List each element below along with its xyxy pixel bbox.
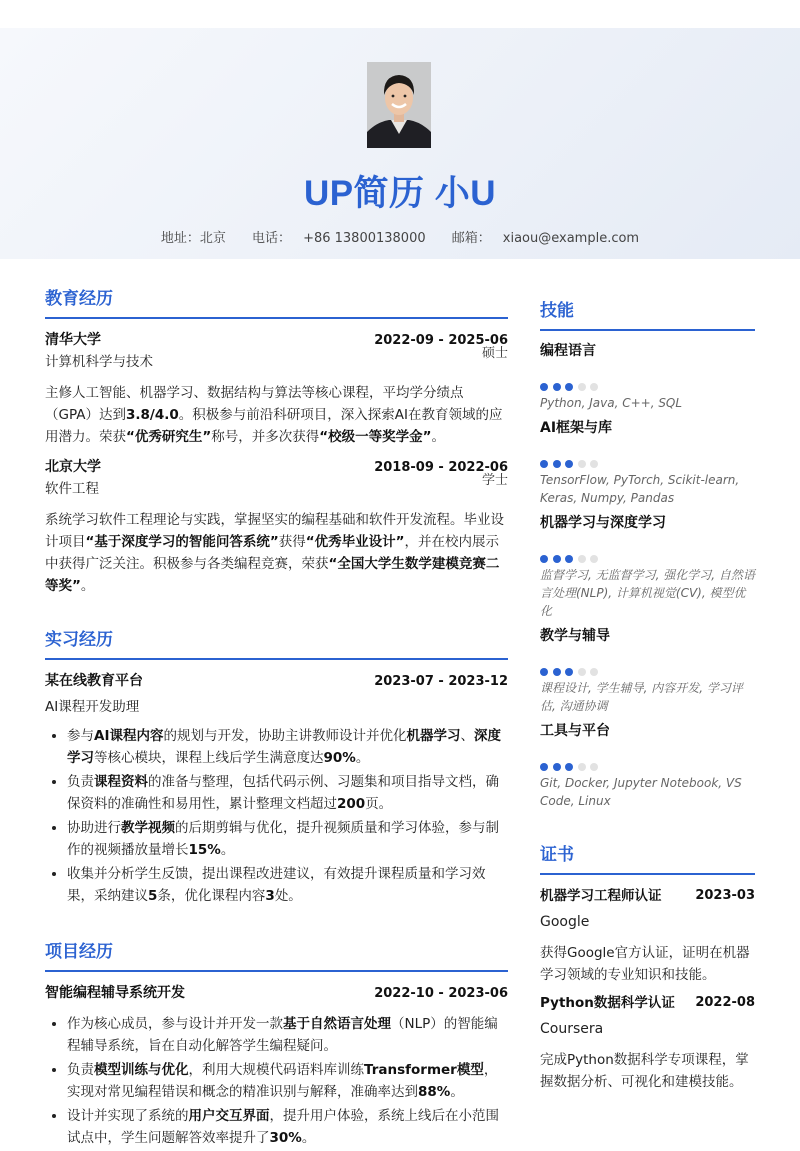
level-dot [565, 383, 573, 391]
list-item [67, 771, 508, 815]
text: 获得 [278, 534, 306, 550]
highlight: “基于深度学习的智能问答系统” [85, 534, 279, 550]
skill-level [540, 661, 755, 671]
project-title: 项目经历 [45, 937, 508, 972]
level-dot [553, 460, 561, 468]
highlight: 90% [323, 750, 356, 766]
skill-level [540, 548, 755, 558]
highlight: 课程资料 [94, 774, 148, 790]
avatar [367, 62, 431, 148]
school-name: 北京大学 [45, 459, 101, 475]
level-dot [590, 555, 598, 563]
major: 计算机科学与技术 [45, 354, 153, 370]
text: 处。 [274, 888, 302, 904]
highlight: AI课程内容 [94, 728, 164, 744]
highlight: 3 [265, 888, 275, 904]
skill-item [540, 418, 755, 507]
skill-name: 编程语言 [540, 343, 596, 359]
highlight: 机器学习 [406, 728, 461, 744]
skill-name: AI框架与库 [540, 420, 613, 436]
level-dot [540, 668, 548, 676]
candidate-name: UP简历 小U [303, 174, 497, 213]
side-column [540, 296, 755, 1099]
text: 页。 [365, 796, 393, 812]
phone-label: 电话： [252, 231, 292, 246]
text: ，并在校内展示中获得广泛关注。积极参与各类编程竞赛，荣获 [45, 534, 499, 572]
certificate-description: 获得Google官方认证，证明在机器学习领域的专业知识和技能。 [540, 945, 750, 983]
school-name: 清华大学 [45, 332, 101, 348]
education-description [45, 382, 508, 448]
text: 的后期剪辑与优化，提升视频质量和学习体验，参与制作的视频播放量增长 [67, 820, 499, 858]
text: 负责 [67, 1062, 94, 1078]
text: ，提升用户体验，系统上线后在小范围试点中，学生问题解答效率提升了 [67, 1108, 499, 1146]
phone-value: +86 13800138000 [303, 231, 426, 246]
highlight: 15% [188, 842, 221, 858]
internship-bullets [45, 725, 508, 907]
skill-level [540, 376, 755, 386]
text: 收集并分析学生反馈，提出课程改进建议，有效提升课程质量和学习效果，采纳建议 [67, 866, 486, 904]
certificate-name: Python数据科学认证 [540, 995, 675, 1011]
highlight: 3.8/4.0 [125, 407, 179, 423]
skill-name: 工具与平台 [540, 723, 610, 739]
degree: 硕士 [481, 346, 508, 361]
education-entry-sub [45, 346, 508, 372]
text: 的准备与整理，包括代码示例、习题集和项目指导文档，确保资料的准确性和易用性，累计整理文档超过 [67, 774, 499, 812]
certificate-header [540, 992, 755, 1014]
highlight: 用户交互界面 [188, 1108, 270, 1124]
email-value: xiaou@example.com [502, 231, 640, 246]
highlight: 30% [269, 1130, 302, 1146]
highlight: 基于自然语言处理 [283, 1016, 391, 1032]
address-label: 地址： [160, 231, 200, 246]
skill-level [540, 756, 755, 766]
level-dot [578, 555, 586, 563]
highlight: 模型训练与优化 [94, 1062, 189, 1078]
text: 负责 [67, 774, 94, 790]
text: 协助进行 [67, 820, 121, 836]
text: 。 [301, 1130, 316, 1146]
company-name: 某在线教育平台 [45, 673, 143, 689]
level-dot [553, 555, 561, 563]
skill-item [540, 513, 755, 620]
text: 。 [80, 578, 95, 594]
level-dot [578, 383, 586, 391]
highlight: “优秀毕业设计” [305, 534, 405, 550]
highlight: 200 [337, 796, 366, 812]
major: 软件工程 [45, 481, 99, 497]
internship-role: AI课程开发助理 [45, 699, 140, 715]
level-dot [540, 383, 548, 391]
text: 。积极参与前沿科研项目，深入探索AI在教育领域的应用潜力。荣获 [45, 407, 503, 445]
text: （NLP）的智能编程辅导系统，旨在自动化解答学生编程疑问。 [67, 1016, 498, 1054]
skill-description: 监督学习, 无监督学习, 强化学习, 自然语言处理(NLP), 计算机视觉(CV), 模型优化 [540, 568, 755, 618]
highlight: 5 [148, 888, 158, 904]
skill-description: Python, Java, C++, SQL [540, 396, 683, 410]
certificates-title: 证书 [540, 840, 755, 875]
highlight: 88% [418, 1084, 451, 1100]
level-dot [540, 460, 548, 468]
list-item [67, 863, 508, 907]
text: 。 [220, 842, 235, 858]
highlight: 教学视频 [121, 820, 175, 836]
level-dot [553, 383, 561, 391]
skill-description: Git, Docker, Jupyter Notebook, VS Code, Linux [540, 776, 742, 808]
level-dot [578, 460, 586, 468]
level-dot [565, 460, 573, 468]
education-date: 2018-09 - 2022-06 [374, 460, 508, 475]
text: 等核心模块，课程上线后学生满意度达 [94, 750, 324, 766]
skill-item [540, 721, 755, 810]
list-item [67, 725, 508, 769]
text: 、 [460, 728, 474, 744]
degree: 学士 [481, 473, 508, 488]
education-entry-header [45, 456, 508, 479]
skill-level [540, 453, 755, 463]
level-dot [553, 668, 561, 676]
internship-header [45, 670, 508, 693]
level-dot [578, 668, 586, 676]
skills-section [540, 296, 755, 810]
project-name: 智能编程辅导系统开发 [45, 985, 185, 1001]
education-entry-header [45, 329, 508, 352]
skill-name: 教学与辅导 [540, 628, 610, 644]
education-entry-sub [45, 473, 508, 499]
education-date: 2022-09 - 2025-06 [374, 333, 508, 348]
level-dot [565, 668, 573, 676]
project-section [45, 937, 508, 1149]
list-item [67, 1105, 508, 1149]
text: 主修人工智能、机器学习、数据结构与算法等核心课程，平均学分绩点（GPA）达到 [45, 385, 464, 423]
certificate-date: 2022-08 [695, 995, 755, 1010]
text: 系统学习软件工程理论与实践，掌握坚实的编程基础和软件开发流程。毕业设计项目 [45, 512, 504, 550]
level-dot [565, 555, 573, 563]
text: 作为核心成员，参与设计并开发一款 [67, 1016, 283, 1032]
text: 。 [355, 750, 370, 766]
certificate-description: 完成Python数据科学专项课程，掌握数据分析、可视化和建模技能。 [540, 1052, 749, 1090]
list-item [67, 1013, 508, 1057]
contact-info [0, 227, 800, 246]
certificate-issuer: Google [540, 914, 590, 930]
email-label: 邮箱： [451, 231, 491, 246]
level-dot [590, 668, 598, 676]
text: 。 [431, 429, 445, 445]
text: 的规划与开发，协助主讲教师设计并优化 [163, 728, 407, 744]
list-item [67, 817, 508, 861]
highlight: Transformer模型 [364, 1062, 484, 1078]
certificates-section [540, 840, 755, 1093]
list-item [67, 1059, 508, 1103]
education-description [45, 509, 508, 597]
text: 参与 [67, 728, 94, 744]
level-dot [590, 460, 598, 468]
highlight: “全国大学生数学建模竞赛二等奖” [45, 556, 500, 594]
level-dot [578, 763, 586, 771]
internship-date: 2023-07 - 2023-12 [374, 674, 508, 689]
skill-item [540, 626, 755, 715]
skills-list [540, 341, 755, 810]
education-title: 教育经历 [45, 284, 508, 319]
level-dot [590, 383, 598, 391]
level-dot [553, 763, 561, 771]
text: ，实现对常见编程错误和概念的精准识别与解释，准确率达到 [67, 1062, 498, 1100]
certificate-date: 2023-03 [695, 888, 755, 903]
level-dot [540, 763, 548, 771]
project-bullets [45, 1013, 508, 1149]
text: 称号，并多次获得 [211, 429, 320, 445]
certificate-name: 机器学习工程师认证 [540, 888, 662, 904]
education-section [45, 284, 508, 597]
project-date: 2022-10 - 2023-06 [374, 986, 508, 1001]
highlight: “校级一等奖学金” [319, 429, 432, 445]
skill-description: 课程设计, 学生辅导, 内容开发, 学习评估, 沟通协调 [540, 681, 743, 713]
skill-item [540, 341, 755, 412]
project-header [45, 982, 508, 1005]
text: 条，优化课程内容 [157, 888, 266, 904]
internship-title: 实习经历 [45, 625, 508, 660]
certificate-issuer: Coursera [540, 1021, 604, 1037]
text: ，利用大规模代码语料库训练 [188, 1062, 364, 1078]
level-dot [590, 763, 598, 771]
resume-header [0, 28, 800, 259]
skill-name: 机器学习与深度学习 [540, 515, 666, 531]
main-column [45, 284, 508, 1151]
internship-section [45, 625, 508, 907]
text: 设计并实现了系统的 [67, 1108, 189, 1124]
skill-description: TensorFlow, PyTorch, Scikit-learn, Keras, Numpy, Pandas [540, 473, 740, 505]
certificate-header [540, 885, 755, 907]
highlight: 深度学习 [67, 728, 501, 766]
level-dot [565, 763, 573, 771]
highlight: “优秀研究生” [126, 429, 212, 445]
skills-title: 技能 [540, 296, 755, 331]
address-value: 北京 [199, 231, 226, 246]
level-dot [540, 555, 548, 563]
text: 。 [450, 1084, 464, 1100]
